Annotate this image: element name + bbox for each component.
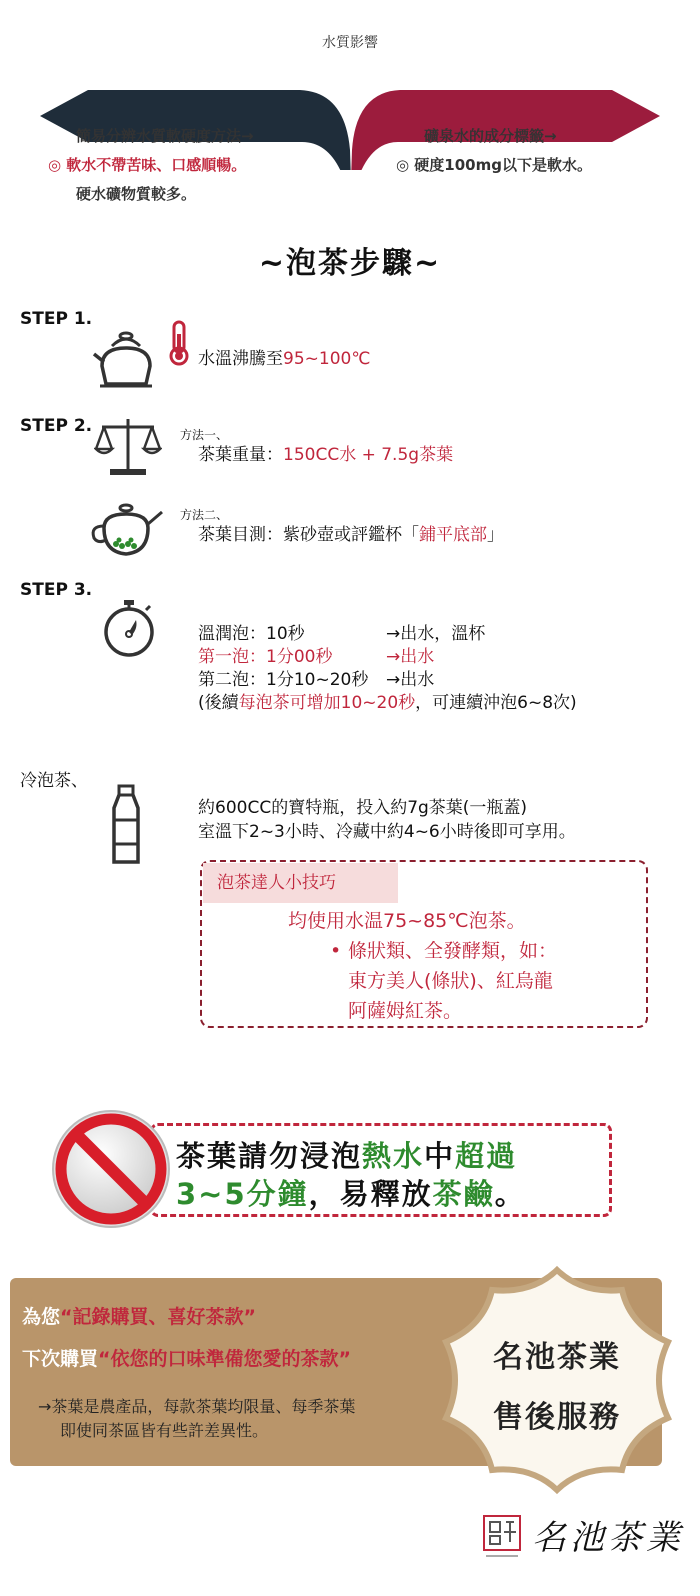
kettle-icon [92,326,160,390]
warning-l2-b: ，易釋放 [308,1177,433,1211]
teapot-icon [88,498,164,560]
service-line1-prefix: 為您 [22,1306,61,1328]
tips-bullet: • [330,940,342,962]
step3-row3-right: →出水 [386,670,435,690]
method2-label: 方法二、 [180,508,229,522]
tips-title: 泡茶達人小技巧 [203,863,398,903]
hard-water-note: 硬水礦物質較多。 [76,185,197,203]
step1-text [198,348,370,371]
thermometer-icon [166,320,192,366]
tips-line1: 均使用水温75~85℃泡茶。 [288,910,526,932]
step3-row4-red: 每泡茶可增加10~20秒 [238,693,416,713]
step3-row1-left: 溫潤泡：10秒 [198,624,305,644]
logo-seal-icon [480,1512,524,1562]
cold-brew-line1: 約600CC的寶特瓶，投入約7g茶葉(一瓶蓋) [198,798,528,818]
warning-l2-c: 茶鹼 [432,1177,495,1211]
tips-line4: 阿薩姆紅茶。 [348,1000,463,1022]
scale-icon [94,413,162,479]
method1-label: 方法一、 [180,428,229,442]
service-note1: →茶葉是農產品，每款茶葉均限量、每季茶葉 [38,1397,356,1416]
method2-suffix: 」 [487,525,504,545]
warning-l2-d: 。 [494,1177,526,1211]
step3-row1-right: →出水，溫杯 [386,624,486,644]
tips-line2: 條狀類、全發酵類，如： [348,940,558,962]
mineral-label-text: 礦泉水的成分標籤→ [424,127,557,145]
step1-label: STEP 1. [20,309,93,329]
water-quality-title: 水質影響 [322,35,378,51]
stopwatch-icon [102,598,156,658]
method1-value: 150CC水 + 7.5g茶葉 [283,445,454,465]
step3-row3-left: 第二泡：1分10~20秒 [198,670,369,690]
warning-l1-a: 茶葉請勿浸泡 [176,1139,363,1173]
cold-brew-label: 冷泡茶、 [20,771,88,791]
service-badge [432,1264,682,1496]
service-line2-red: “依您的口味準備您愛的茶款” [98,1348,351,1370]
tips-line3: 東方美人(條狀)、紅烏龍 [348,970,553,992]
bottle-icon [108,784,144,866]
warning-l2-a: 3~5分鐘 [176,1177,309,1211]
soft-water-tip: ◎ 軟水不帶苦味、口感順暢。 [48,156,247,174]
service-line1-red: “記錄購買、喜好茶款” [60,1306,256,1328]
step3-row2-left: 第一泡：1分00秒 [198,647,333,667]
method2-prefix: 茶葉目測：紫砂壺或評鑑杯「 [198,525,419,545]
prohibited-icon [50,1108,172,1230]
step3-row4-prefix: (後續 [198,693,239,713]
soft-water-banner: 軟水：易釋放兒茶素 [408,66,597,90]
step1-temperature: 95~100℃ [283,349,371,369]
step3-row4-suffix: ，可連續沖泡6~8次) [415,693,577,713]
water-method-text: 簡易分辨水質軟硬度方法→ [76,127,254,145]
service-line1 [22,1302,256,1329]
step2-label: STEP 2. [20,416,93,436]
service-line2-prefix: 下次購買 [22,1348,99,1370]
method2-text [198,524,504,547]
method2-value: 鋪平底部 [419,525,487,545]
brewing-steps-title: ~泡茶步驟~ [258,246,442,281]
hard-water-banner: 硬水：不易釋放兒茶素 [58,66,268,90]
warning-l1-b: 熱 [362,1139,394,1173]
step3-row2-right: →出水 [386,647,435,667]
cold-brew-line2: 室溫下2~3小時、冷藏中約4~6小時後即可享用。 [198,822,576,842]
step3-label: STEP 3. [20,580,93,600]
service-line2 [22,1344,351,1371]
method1-text [198,444,453,467]
warning-l1-e: 超過 [455,1139,518,1173]
service-note2: 即使同茶區皆有些許差異性。 [60,1421,269,1440]
badge-line2: 售後服務 [493,1400,621,1435]
warning-l1-c: 水 [393,1139,425,1173]
warning-line1 [176,1134,517,1175]
method1-prefix: 茶葉重量： [198,445,283,465]
warning-l1-d: 中 [424,1139,456,1173]
hardness-note: ◎ 硬度100mg以下是軟水。 [396,156,592,174]
badge-line1: 名池茶業 [493,1340,621,1375]
step3-row4 [198,692,577,715]
brand-name: 名池茶業 [532,1518,684,1558]
step1-text-prefix: 水溫沸騰至 [198,349,283,369]
warning-line2 [176,1172,526,1213]
